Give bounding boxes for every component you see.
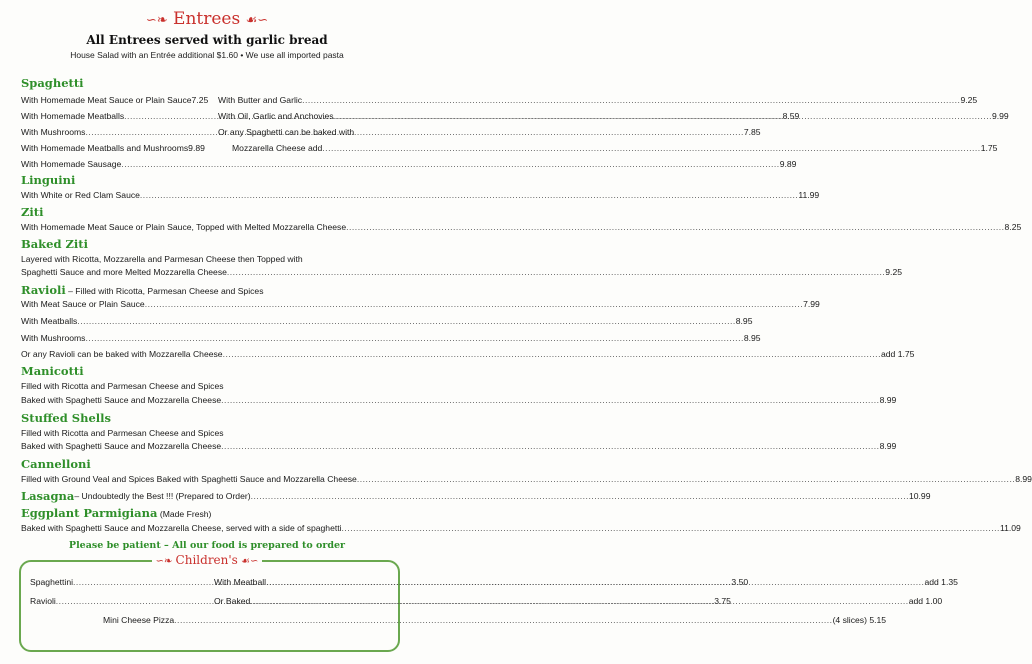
- menu-item: Or Baked ..... add 1.00: [214, 596, 388, 607]
- childrens-title: ∽❧ Children's ☙∽: [0, 551, 414, 569]
- menu-item: Spaghetti Sauce and more Melted Mozzarella Cheese ..... 9.25: [21, 267, 394, 278]
- menu-item: Filled with Ground Veal and Spices Baked with Spaghetti Sauce and Mozzarella Cheese ..... 8.99: [21, 474, 394, 485]
- menu-item: Ravioli ..... 3.75: [30, 596, 202, 607]
- section-eggplant-parmigiana: Eggplant Parmigiana (Made Fresh): [21, 506, 212, 520]
- menu-item: Or any Ravioli can be baked with Mozzarella Cheese ..... add 1.75: [21, 349, 394, 360]
- menu-item: With Homemade Meat Sauce or Plain Sauce 7.25: [21, 95, 209, 105]
- section-linguini: Linguini: [21, 173, 76, 187]
- menu-item: With Butter and Garlic ..... 9.25: [218, 95, 394, 106]
- section-baked-ziti: Baked Ziti: [21, 237, 88, 251]
- section-ravioli: Ravioli – Filled with Ricotta, Parmesan Cheese and Spices: [21, 283, 264, 297]
- entrees-subtitle: All Entrees served with garlic bread: [86, 33, 328, 47]
- item-description: Layered with Ricotta, Mozzarella and Parmesan Cheese then Topped with: [21, 254, 303, 264]
- right-ornament-icon: ☙∽: [237, 556, 259, 567]
- menu-item: Baked with Spaghetti Sauce and Mozzarella Cheese ..... 8.99: [21, 395, 394, 406]
- menu-item: With Homemade Meatballs ..... 8.59: [21, 111, 199, 122]
- menu-item: With Homemade Meatballs and Mushrooms 9.89: [21, 143, 205, 153]
- section-manicotti: Manicotti: [21, 364, 84, 378]
- menu-item: With Meat Sauce or Plain Sauce ..... 7.99: [21, 299, 394, 310]
- item-description: Filled with Ricotta and Parmesan Cheese and Spices: [21, 381, 224, 391]
- left-ornament-icon: ∽❧: [155, 556, 176, 567]
- menu-item: Baked with Spaghetti Sauce and Mozzarella Cheese ..... 8.99: [21, 441, 394, 452]
- section-ziti: Ziti: [21, 205, 44, 219]
- menu-item: With Meatball ..... add 1.35: [214, 577, 388, 588]
- menu-item: Spaghettini ..... 3.50: [30, 577, 202, 588]
- menu-item: With Homemade Meat Sauce or Plain Sauce, Topped with Melted Mozzarella Cheese ..... 8.25: [21, 222, 394, 233]
- menu-item: With Meatballs ..... 8.95: [21, 316, 394, 327]
- menu-item: Mini Cheese Pizza ..... (4 slices) 5.15: [103, 615, 325, 626]
- section-spaghetti: Spaghetti: [21, 76, 84, 90]
- menu-item: Mozzarella Cheese add ..... 1.75: [232, 143, 394, 154]
- section-cannelloni: Cannelloni: [21, 457, 91, 471]
- menu-item: With Mushrooms ..... 7.85: [21, 127, 199, 138]
- left-ornament-icon: ∽❧: [145, 13, 168, 28]
- menu-item: With Oil, Garlic and Anchovies ..... 9.99: [218, 111, 394, 122]
- patience-note: Please be patient – All our food is prepared to order: [68, 540, 346, 551]
- menu-item: With Homemade Sausage ..... 9.89: [21, 159, 199, 170]
- menu-item: Baked with Spaghetti Sauce and Mozzarella Cheese, served with a side of spaghetti ..... 11.09: [21, 523, 394, 534]
- menu-item: With White or Red Clam Sauce ..... 11.99: [21, 190, 394, 201]
- menu-item: With Mushrooms ..... 8.95: [21, 333, 394, 344]
- entrees-title: ∽❧ Entrees ☙∽: [145, 9, 269, 29]
- section-lasagna: Lasagna – Undoubtedly the Best !!! (Prepared to Order) ..... 10.99: [21, 489, 394, 503]
- section-stuffed-shells: Stuffed Shells: [21, 411, 111, 425]
- baked-note: Or any Spaghetti can be baked with: [218, 127, 355, 137]
- house-salad-note: House Salad with an Entrée additional $1.60 • We use all imported pasta: [70, 50, 344, 60]
- right-ornament-icon: ☙∽: [245, 13, 269, 28]
- item-description: Filled with Ricotta and Parmesan Cheese and Spices: [21, 428, 224, 438]
